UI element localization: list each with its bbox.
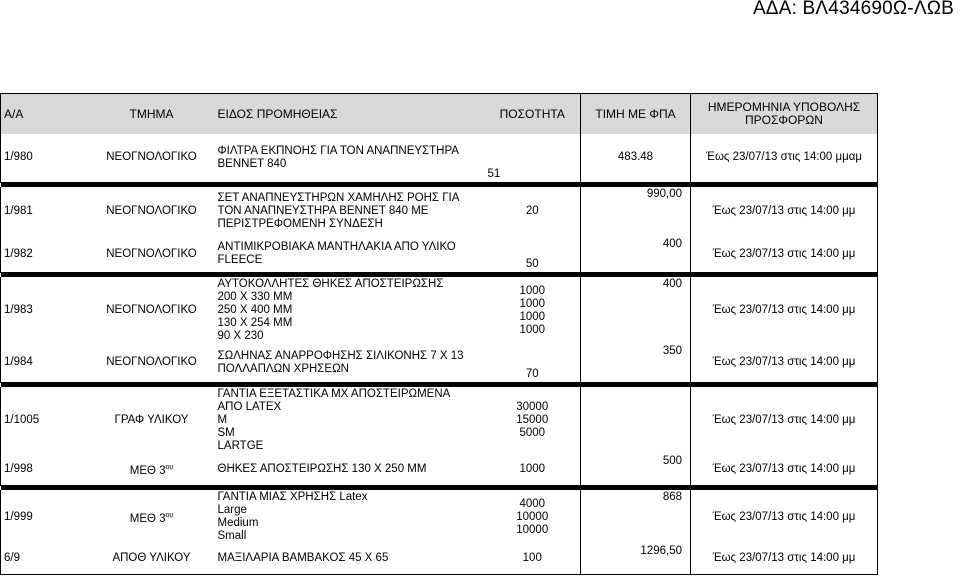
row-deadline: Έως 23/07/13 στις 14:00 μμ <box>691 544 878 574</box>
item-line: 130 Χ 254 ΜΜ <box>217 317 293 329</box>
qty-line: 10000 <box>516 523 549 536</box>
item-line: 90 Χ 230 <box>217 330 264 342</box>
row-qty <box>485 277 581 344</box>
qty-line: 1000 <box>519 323 546 336</box>
row-item: ΜΑΞΙΛΑΡΙΑ ΒΑΜΒΑΚΟΣ 45 Χ 65 <box>215 544 485 574</box>
row-price: 400 <box>581 277 691 344</box>
row-deadline: Έως 23/07/13 στις 14:00 μμ <box>691 344 878 382</box>
header-deadline: ΗΜΕΡΟΜΗΝΙΑ ΥΠΟΒΟΛΗΣ ΠΡΟΣΦΟΡΩΝ <box>691 94 878 135</box>
item-line: M <box>217 413 228 426</box>
row-price: 483.48 <box>581 134 691 182</box>
row-item: ΑΝΤΙΜΙΚΡΟΒΙΑΚΑ ΜΑΝΤΗΛΑΚΙΑ ΑΠΟ ΥΛΙΚΟ FLEECE <box>215 237 485 273</box>
qty-line: 1000 <box>519 284 546 297</box>
header-qty: ΠΟΣΟΤΗΤΑ <box>485 94 581 135</box>
row-price <box>581 387 691 454</box>
table-header-row <box>1 94 878 135</box>
table-row <box>1 134 878 182</box>
row-deadline: Έως 23/07/13 στις 14:00 μμ <box>691 490 878 544</box>
row-price: 350 <box>581 344 691 382</box>
item-line: SM <box>217 426 235 439</box>
row-aa: 1/984 <box>1 344 89 382</box>
header-aa: Α/Α <box>1 94 89 135</box>
row-qty <box>485 490 581 544</box>
table-row <box>1 454 878 486</box>
procurement-table <box>0 93 878 575</box>
table-row <box>1 237 878 273</box>
dept-sup: ου <box>165 463 174 471</box>
row-aa: 1/999 <box>1 490 89 544</box>
item-line: Large <box>217 504 247 516</box>
qty-line: 5000 <box>519 426 546 439</box>
row-qty: 100 <box>485 544 581 574</box>
row-qty: 51 <box>485 134 581 182</box>
row-dept: ΑΠΟΘ ΥΛΙΚΟΥ <box>89 544 215 574</box>
row-aa: 1/1005 <box>1 387 89 454</box>
item-line: ΓΑΝΤΙΑ ΜΙΑΣ ΧΡΗΣΗΣ Latex <box>217 491 368 503</box>
row-aa: 6/9 <box>1 544 89 574</box>
row-dept: ΝΕΟΓΝΟΛΟΓΙΚΟ <box>89 237 215 273</box>
header-item: ΕΙΔΟΣ ΠΡΟΜΗΘΕΙΑΣ <box>215 94 485 135</box>
header-dept: ΤΜΗΜΑ <box>89 94 215 135</box>
item-line: Small <box>217 530 247 542</box>
row-aa: 1/983 <box>1 277 89 344</box>
qty-line: 15000 <box>516 413 549 426</box>
item-line: ΓΑΝΤΙΑ ΕΞΕΤΑΣΤΙΚΑ ΜΧ ΑΠΟΣΤΕΙΡΩΜΕΝΑ <box>217 387 451 400</box>
item-line: ΑΠΟ LATEX <box>217 400 282 413</box>
row-qty: 1000 <box>485 454 581 486</box>
row-dept: ΝΕΟΓΝΟΛΟΓΙΚΟ <box>106 205 197 217</box>
row-item: ΦΙΛΤΡΑ ΕΚΠΝΟΗΣ ΓΙΑ ΤΟΝ ΑΝΑΠΝΕΥΣΤΗΡΑ BENNET 840 <box>215 134 485 182</box>
row-price: 868 <box>581 490 691 544</box>
dept-text: ΜΕΘ 3 <box>129 464 166 477</box>
row-qty: 20 <box>525 205 539 217</box>
table-row <box>1 187 878 237</box>
row-item <box>215 277 485 344</box>
row-deadline: Έως 23/07/13 στις 14:00 μμ <box>691 277 878 344</box>
row-item: ΘΗΚΕΣ ΑΠΟΣΤΕΙΡΩΣΗΣ 130 Χ 250 ΜΜ <box>215 454 485 486</box>
row-deadline: Έως 23/07/13 στις 14:00 μμ <box>691 237 878 273</box>
item-line: 200 Χ 330 ΜΜ <box>217 291 293 303</box>
row-dept <box>89 454 215 486</box>
item-line: Medium <box>217 517 259 529</box>
row-price: 500 <box>581 454 691 486</box>
row-aa: 1/981 <box>1 187 89 237</box>
qty-line: 1000 <box>519 310 546 323</box>
row-deadline: Έως 23/07/13 στις 14:00 μμ <box>691 387 878 454</box>
row-aa: 1/980 <box>1 134 89 182</box>
row-aa: 1/982 <box>1 237 89 273</box>
item-line: ΑΥΤΟΚΟΛΛΗΤΕΣ ΘΗΚΕΣ ΑΠΟΣΤΕΙΡΩΣΗΣ <box>217 278 444 290</box>
ada-stamp: ΑΔΑ: ΒΛ434690Ω-ΛΩΒ <box>752 0 954 19</box>
row-price: 990,00 <box>581 187 691 237</box>
row-dept <box>89 490 215 544</box>
table-row <box>1 344 878 382</box>
dept-sup: ου <box>165 511 174 519</box>
qty-line: 10000 <box>516 510 549 523</box>
item-line: LARTGE <box>217 439 264 452</box>
table-row <box>1 544 878 574</box>
row-price: 1296,50 <box>581 544 691 574</box>
row-dept: ΓΡΑΦ ΥΛΙΚΟΥ <box>114 413 189 426</box>
row-item: ΣΕΤ ΑΝΑΠΝΕΥΣΤΗΡΩΝ ΧΑΜΗΛΗΣ ΡΟΗΣ ΓΙΑ ΤΟΝ ΑΝΑΠΝΕΥΣΤΗΡΑ BENNET 840 ΜΕ ΠΕΡΙΣΤΡΕΦΟΜΕΝΗ ΣΥΝΔΕΣΗ <box>217 192 459 230</box>
item-line: 250 Χ 400 ΜΜ <box>217 304 293 316</box>
row-deadline: Έως 23/07/13 στις 14:00 μμ <box>691 187 878 237</box>
table-row <box>1 387 878 454</box>
row-price: 400 <box>581 237 691 273</box>
row-deadline: Έως 23/07/13 στις 14:00 μμαμ <box>691 134 878 182</box>
qty-line: 4000 <box>519 497 546 510</box>
header-price: ΤΙΜΗ ΜΕ ΦΠΑ <box>581 94 691 135</box>
qty-line: 1000 <box>519 297 546 310</box>
row-qty: 50 <box>485 237 581 273</box>
row-deadline: Έως 23/07/13 στις 14:00 μμ <box>691 454 878 486</box>
row-item <box>215 387 485 454</box>
row-qty: 70 <box>485 344 581 382</box>
row-dept: ΝΕΟΓΝΟΛΟΓΙΚΟ <box>106 304 197 316</box>
row-qty <box>485 387 581 454</box>
qty-line: 30000 <box>516 400 549 413</box>
table-row <box>1 277 878 344</box>
row-dept: ΝΕΟΓΝΟΛΟΓΙΚΟ <box>89 344 215 382</box>
row-dept: ΝΕΟΓΝΟΛΟΓΙΚΟ <box>89 134 215 182</box>
row-item: ΣΩΛΗΝΑΣ ΑΝΑΡΡΟΦΗΣΗΣ ΣΙΛΙΚΟΝΗΣ 7 Χ 13 ΠΟΛΛΑΠΛΩΝ ΧΡΗΣΕΩΝ <box>215 344 485 382</box>
row-aa: 1/998 <box>1 454 89 486</box>
dept-text: ΜΕΘ 3 <box>129 512 166 525</box>
row-item <box>215 490 485 544</box>
table-row <box>1 490 878 544</box>
